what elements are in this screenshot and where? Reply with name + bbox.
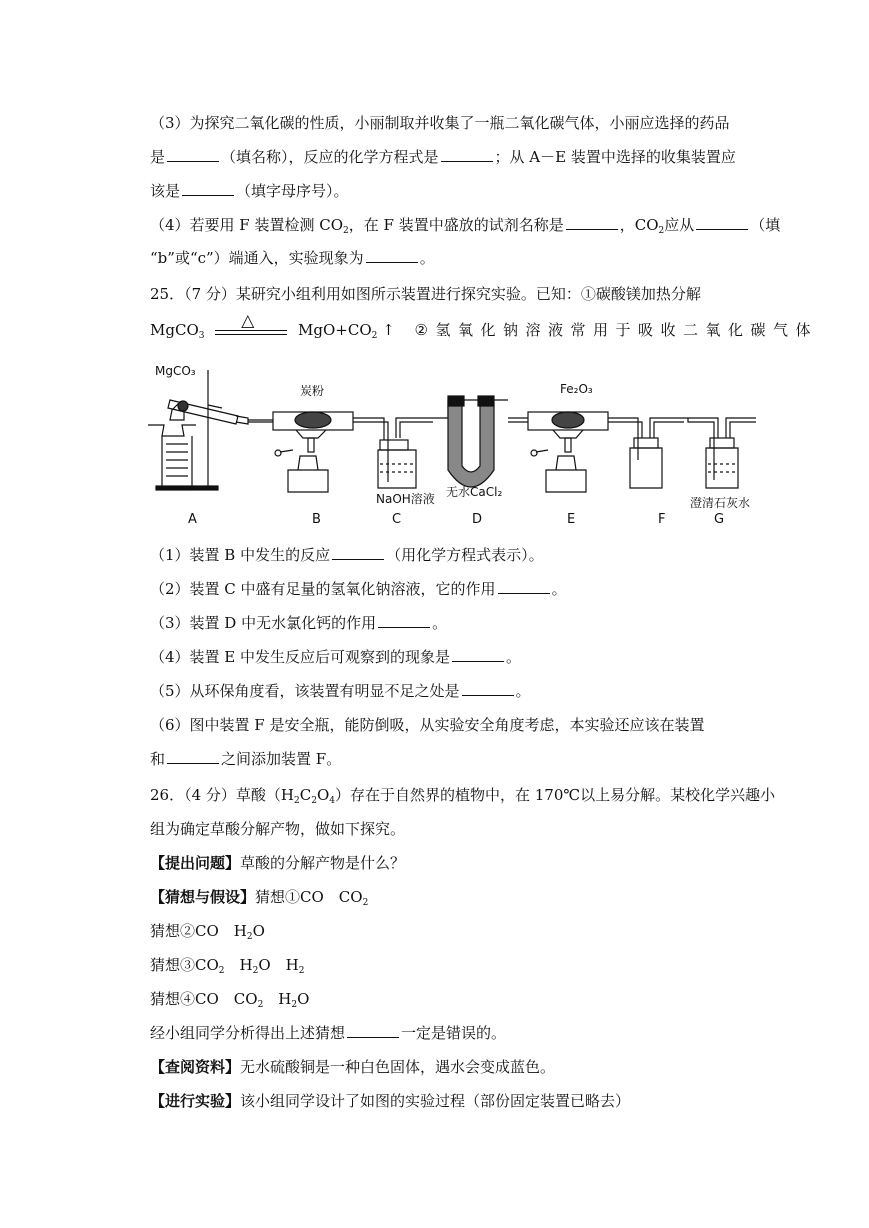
heating-condition-sign: △ xyxy=(215,321,287,341)
q26-reference: 【查阅资料】无水硫酸铜是一种白色固体，遇水会变成蓝色。 xyxy=(150,1058,556,1076)
answer-blank[interactable] xyxy=(566,215,618,230)
label-anhydrous-cacl2: 无水CaCl₂ xyxy=(446,485,503,499)
q26-analysis: 经小组同学分析得出上述猜想 一定是错误的。 xyxy=(150,1024,507,1042)
q25-sub6-line2: 和 之间添加装置 F。 xyxy=(150,750,342,768)
q25-sub4: （4）装置 E 中发生反应后可观察到的现象是 。 xyxy=(150,648,522,666)
letter-c: C xyxy=(392,512,402,527)
q25-sub1: （1）装置 B 中发生的反应 （用化学方程式表示）。 xyxy=(150,546,544,564)
letter-e: E xyxy=(567,512,576,527)
q25-intro: 25．（7 分）某研究小组利用如图所示装置进行探究实验。已知：①碳酸镁加热分解 xyxy=(150,285,701,303)
q24-part3-line1: （3）为探究二氧化碳的性质，小丽制取并收集了一瓶二氧化碳气体，小丽应选择的药品 xyxy=(150,114,730,132)
label-limewater: 澄清石灰水 xyxy=(690,496,751,510)
letter-g: G xyxy=(714,512,725,527)
answer-blank[interactable] xyxy=(167,749,219,764)
answer-blank[interactable] xyxy=(452,647,504,662)
answer-blank[interactable] xyxy=(462,681,514,696)
answer-blank[interactable] xyxy=(182,181,234,196)
answer-blank[interactable] xyxy=(366,248,418,263)
q25-equation: MgCO$_3$ △ $MgO+CO_2$ ↑ ②氢氧化钠溶液常用于吸收二氧化碳气体 xyxy=(150,311,818,341)
q26-intro-line2: 组为确定草酸分解产物，做如下探究。 xyxy=(150,820,406,838)
device-b-carbon-tube xyxy=(273,412,353,492)
device-a-heating-tube xyxy=(148,370,248,490)
letter-a: A xyxy=(188,512,197,527)
answer-blank[interactable] xyxy=(378,613,430,628)
q24-part4-line2: “b”或“c”）端通入，实验现象为 。 xyxy=(150,249,435,267)
q26-guess-2: 猜想②CO $H_2O$ xyxy=(150,922,265,942)
q26-guess-1: 【猜想与假设】猜想①CO $CO_2$ xyxy=(150,888,369,908)
label-fe2o3: Fe₂O₃ xyxy=(560,382,593,396)
q25-sub2: （2）装置 C 中盛有足量的氢氧化钠溶液，它的作用 。 xyxy=(150,580,567,598)
device-g-limewater-bottle xyxy=(706,438,738,488)
label-carbon-powder: 炭粉 xyxy=(300,384,325,398)
q25-sub5: （5）从环保角度看，该装置有明显不足之处是 。 xyxy=(150,682,531,700)
answer-blank[interactable] xyxy=(167,147,219,162)
answer-blank[interactable] xyxy=(696,215,748,230)
answer-blank[interactable] xyxy=(441,147,493,162)
letter-d: D xyxy=(472,512,483,527)
q26-intro-line1: 26．（4 分）草酸$(H_2C_2O_4)$存在于自然界的植物中，在 170℃以上易分解。某校化学兴趣小 xyxy=(150,786,776,806)
device-e-fe2o3-tube xyxy=(528,412,608,492)
q26-experiment: 【进行实验】该小组同学设计了如图的实验过程（部份固定装置已略去） xyxy=(150,1092,631,1110)
device-c-naoh-bottle xyxy=(378,440,416,488)
q26-guess-4: 猜想④CO $CO_2$ $H_2O$ xyxy=(150,990,310,1010)
answer-blank[interactable] xyxy=(347,1023,399,1038)
label-mgco3: MgCO₃ xyxy=(155,364,196,378)
q24-part3-line2: 是 （填名称），反应的化学方程式是 ；从 A－E 装置中选择的收集装置应 xyxy=(150,148,736,166)
answer-blank[interactable] xyxy=(332,545,384,560)
experiment-apparatus-diagram xyxy=(148,360,758,530)
device-d-u-tube xyxy=(448,396,494,487)
q25-sub6-line1: （6）图中装置 F 是安全瓶，能防倒吸，从实验安全角度考虑，本实验还应该在装置 xyxy=(150,716,705,734)
label-naoh-solution: NaOH溶液 xyxy=(376,492,435,506)
q24-part4-line1: （4）若要用 F 装置检测 $CO_2$，在 F 装置中盛放的试剂名称是 ，$CO_2$应从 （填 xyxy=(150,216,781,236)
q26-guess-3: 猜想$③CO_2$ $H_2O$ $H_2$ xyxy=(150,956,305,976)
answer-blank[interactable] xyxy=(498,579,550,594)
device-f-safety-bottle xyxy=(630,438,662,488)
q24-part3-line3: 该是 （填字母序号）。 xyxy=(150,182,349,200)
letter-f: F xyxy=(658,512,666,527)
q25-sub3: （3）装置 D 中无水氯化钙的作用 。 xyxy=(150,614,448,632)
q26-question: 【提出问题】草酸的分解产物是什么？ xyxy=(150,854,406,872)
letter-b: B xyxy=(312,512,321,527)
